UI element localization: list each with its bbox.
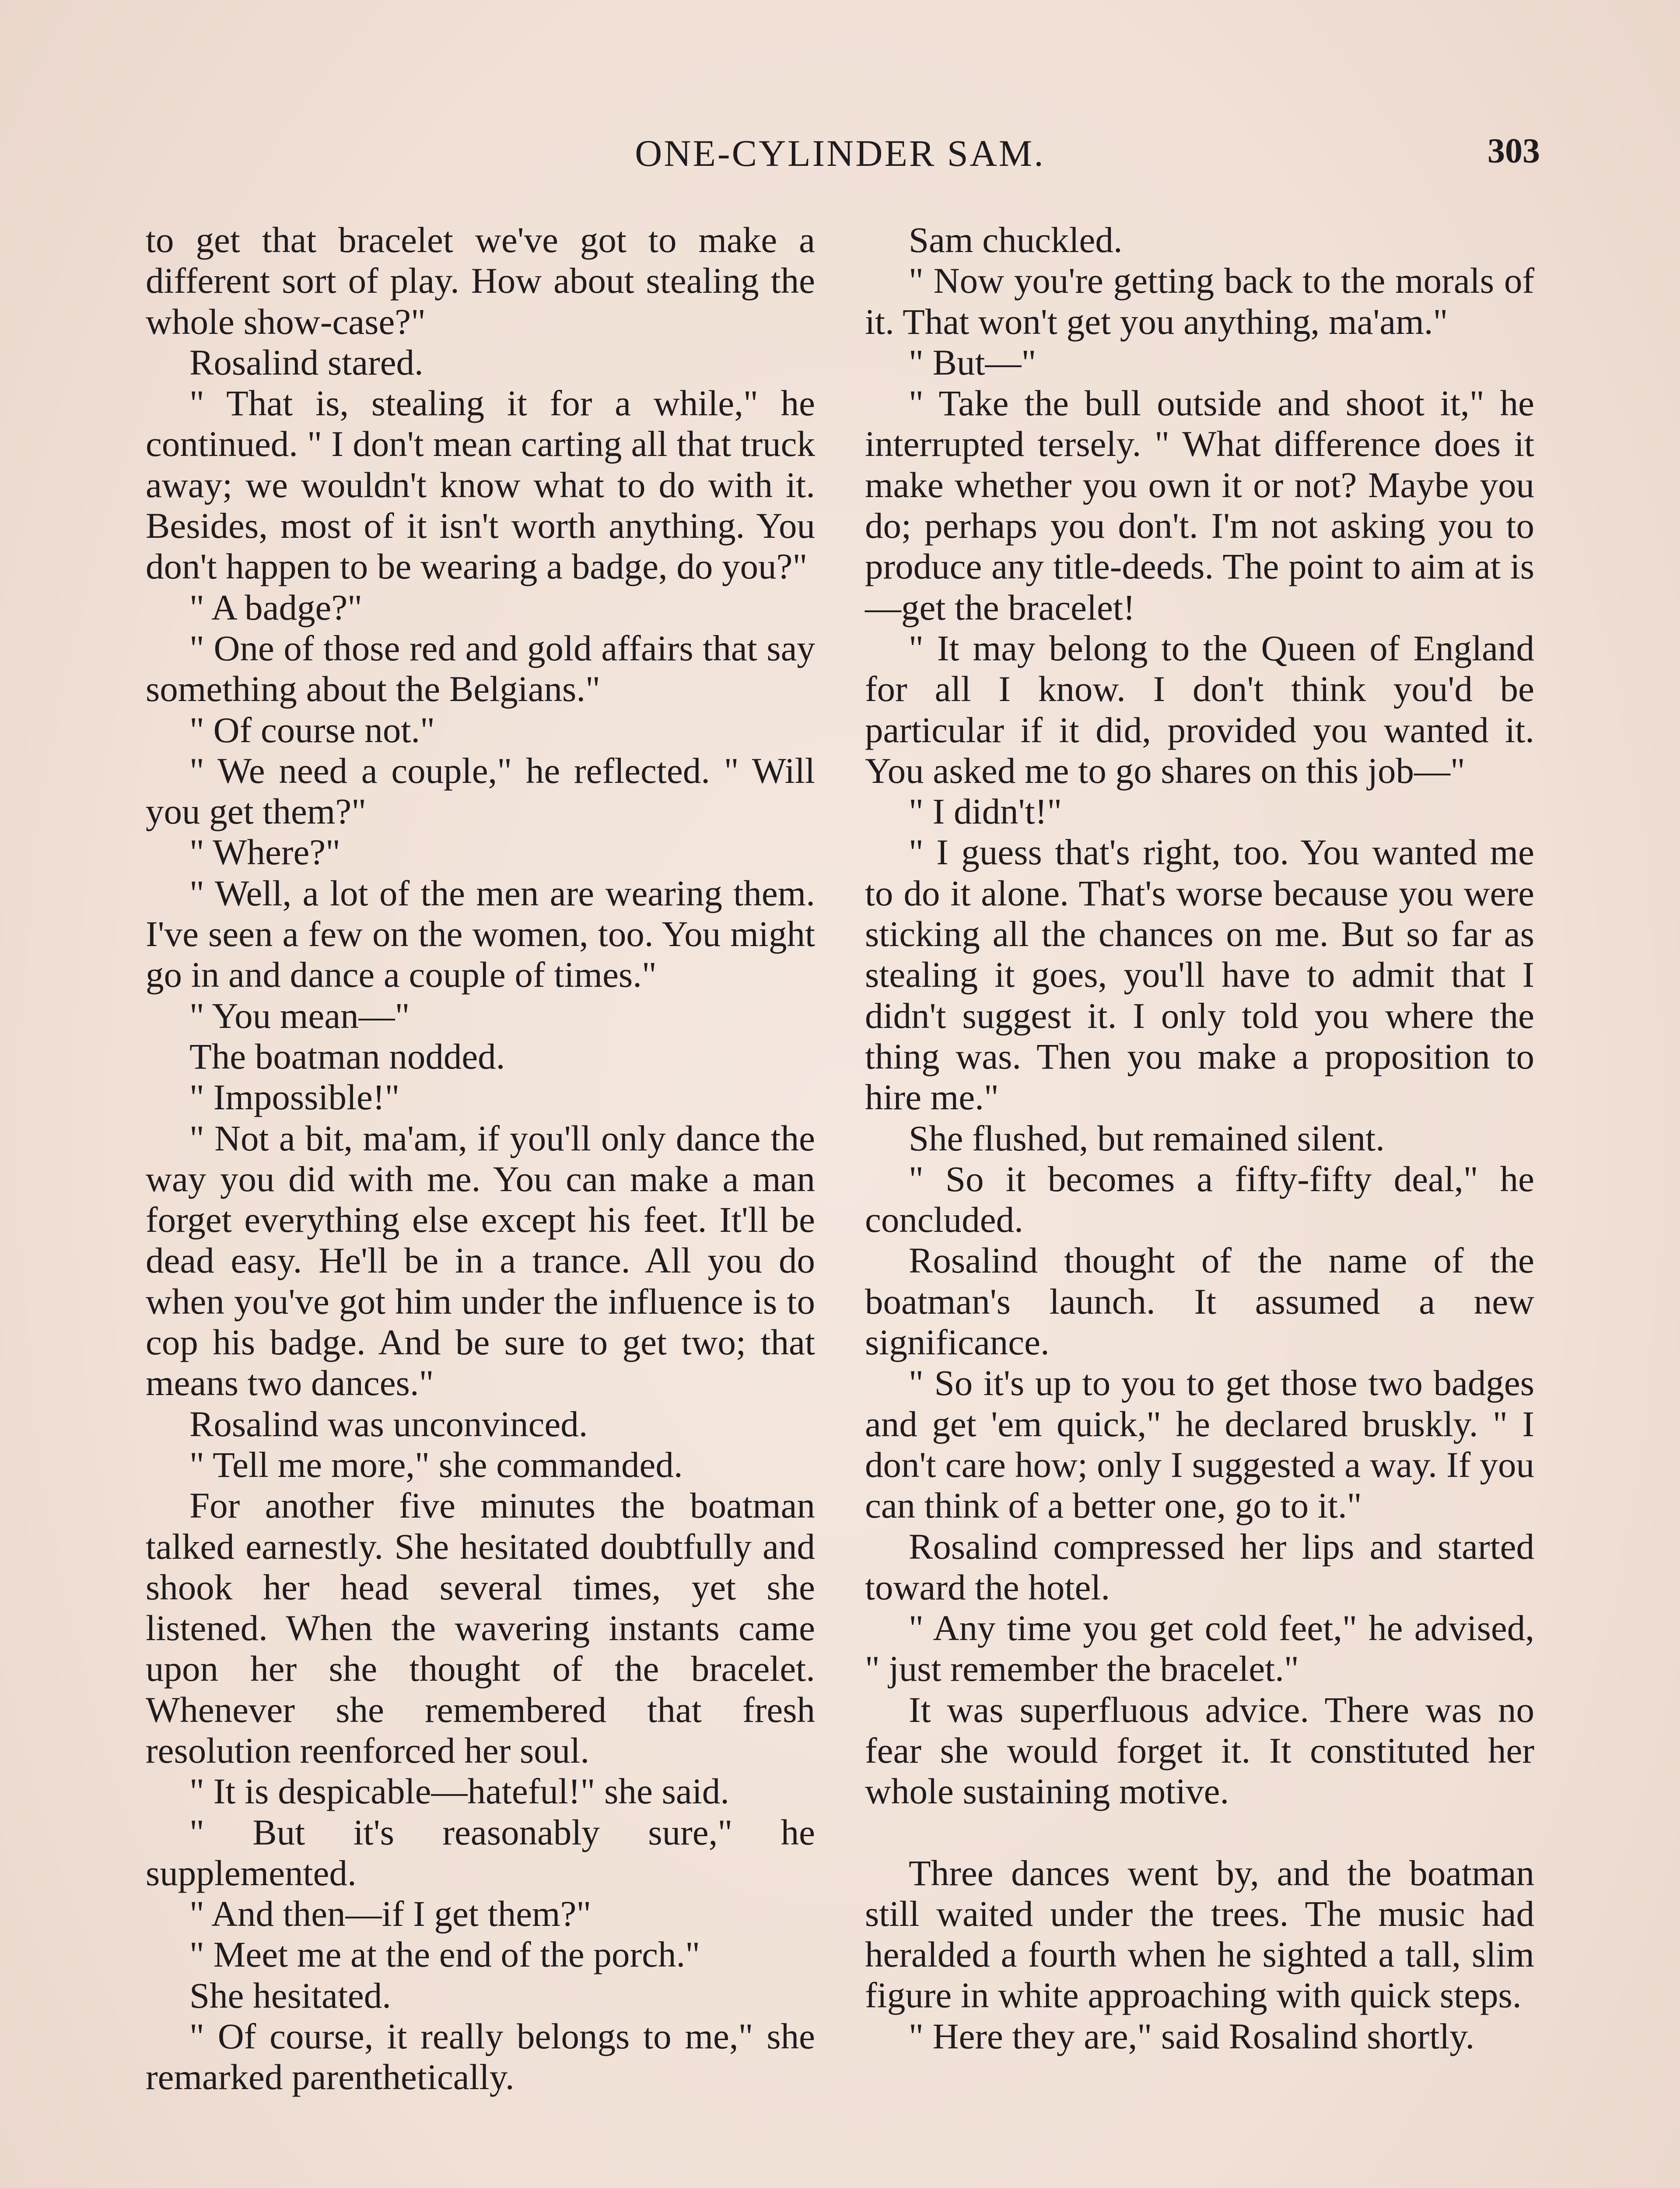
paragraph: Sam chuckled. — [909, 220, 1123, 260]
paragraph: Rosalind compressed her lips and started toward the hotel. — [865, 1526, 1534, 1607]
paragraph: Three dances went by, and the boatman still waited under the trees. The music had heralded a fourth when he sighted a tall, slim figure in white approaching with quick steps. — [865, 1852, 1534, 2016]
paragraph: Rosalind was unconvinced. — [189, 1403, 588, 1444]
paragraph: " Not a bit, ma'am, if you'll only dance the way you did with me. You can make a man forget everything else except his feet. It'll be dead easy. He'll be in a trance. All you do when you've got him under the influence is to cop his badge. And be sure to get two; that means two dances." — [146, 1118, 815, 1403]
paragraph: " We need a couple," he reflected. " Will you get them?" — [146, 750, 815, 832]
paragraph: " Here they are," said Rosalind shortly. — [909, 2016, 1475, 2056]
paragraph: " I didn't!" — [909, 791, 1062, 832]
paragraph: Rosalind stared. — [189, 342, 424, 382]
right-column — [865, 220, 1534, 2057]
paragraph: " Well, a lot of the men are wearing them. I've seen a few on the women, too. You might go in and dance a couple of times." — [146, 873, 815, 995]
running-head — [0, 131, 1680, 184]
paragraph: The boatman nodded. — [189, 1036, 505, 1076]
paragraph: " But it's reasonably sure," he supplemented. — [146, 1812, 815, 1893]
paragraph: She flushed, but remained silent. — [909, 1118, 1385, 1158]
paragraph: " Of course, it really belongs to me," she remarked parenthetically. — [146, 2016, 815, 2097]
paragraph: " So it's up to you to get those two badges and get 'em quick," he declared bruskly. " I don't care how; only I suggested a way. If you can think of a better one, go to it." — [865, 1363, 1534, 1526]
paragraph: " It is despicable—hateful!" she said. — [189, 1771, 730, 1812]
paragraph: " Tell me more," she commanded. — [189, 1444, 683, 1485]
paragraph: Rosalind thought of the name of the boatman's launch. It assumed a new significance. — [865, 1240, 1534, 1363]
paragraph: " Of course not." — [189, 709, 435, 750]
paragraph: to get that bracelet we've got to make a different sort of play. How about stealing the whole show-case?" — [146, 220, 815, 342]
paragraph: It was superfluous advice. There was no fear she would forget it. It constituted her whole sustaining motive. — [865, 1689, 1534, 1812]
paragraph: For another five minutes the boatman talked earnestly. She hesitated doubtfully and shook her head several times, yet she listened. When the wavering instants came upon her she thought of the bracelet. Whenever she remembered that fresh resolution reenforced her soul. — [146, 1485, 815, 1771]
paragraph: " And then—if I get them?" — [189, 1893, 592, 1934]
paragraph: " It may belong to the Queen of England for all I know. I don't think you'd be particular if it did, provided you wanted it. You asked me to go shares on this job—" — [865, 628, 1534, 791]
left-column — [146, 220, 815, 2098]
paragraph: " I guess that's right, too. You wanted me to do it alone. That's worse because you were sticking all the chances on me. But so far as stealing it goes, you'll have to admit that I didn't suggest it. I only told you where the thing was. Then you make a proposition to hire me." — [865, 832, 1534, 1118]
paragraph: " Impossible!" — [189, 1077, 400, 1118]
paragraph: " You mean—" — [189, 995, 410, 1036]
paragraph: " Any time you get cold feet," he advised, " just remember the bracelet." — [865, 1608, 1534, 1689]
paragraph: " Meet me at the end of the porch." — [189, 1934, 700, 1975]
paragraph: " So it becomes a fifty-fifty deal," he concluded. — [865, 1158, 1534, 1240]
paragraph: " That is, stealing it for a while," he continued. " I don't mean carting all that truck away; we wouldn't know what to do with it. Besides, most of it isn't worth anything. You don't happen to be wearing a badge, do you?" — [146, 383, 815, 587]
page-number: 303 — [1488, 132, 1540, 170]
paragraph: " But—" — [909, 342, 1036, 382]
paragraph: " One of those red and gold affairs that say something about the Belgians." — [146, 628, 815, 709]
paragraph: She hesitated. — [189, 1975, 391, 2016]
paragraph: " A badge?" — [189, 587, 363, 628]
running-title: ONE-CYLINDER SAM. — [635, 132, 1045, 174]
paragraph: " Where?" — [189, 832, 341, 873]
paragraph: " Take the bull outside and shoot it," he interrupted tersely. " What difference does it make whether you own it or not? Maybe you do; perhaps you don't. I'm not asking you to produce any title-deeds. The point to aim at is—get the bracelet! — [865, 383, 1534, 628]
paragraph: " Now you're getting back to the morals of it. That won't get you anything, ma'am." — [865, 260, 1534, 342]
